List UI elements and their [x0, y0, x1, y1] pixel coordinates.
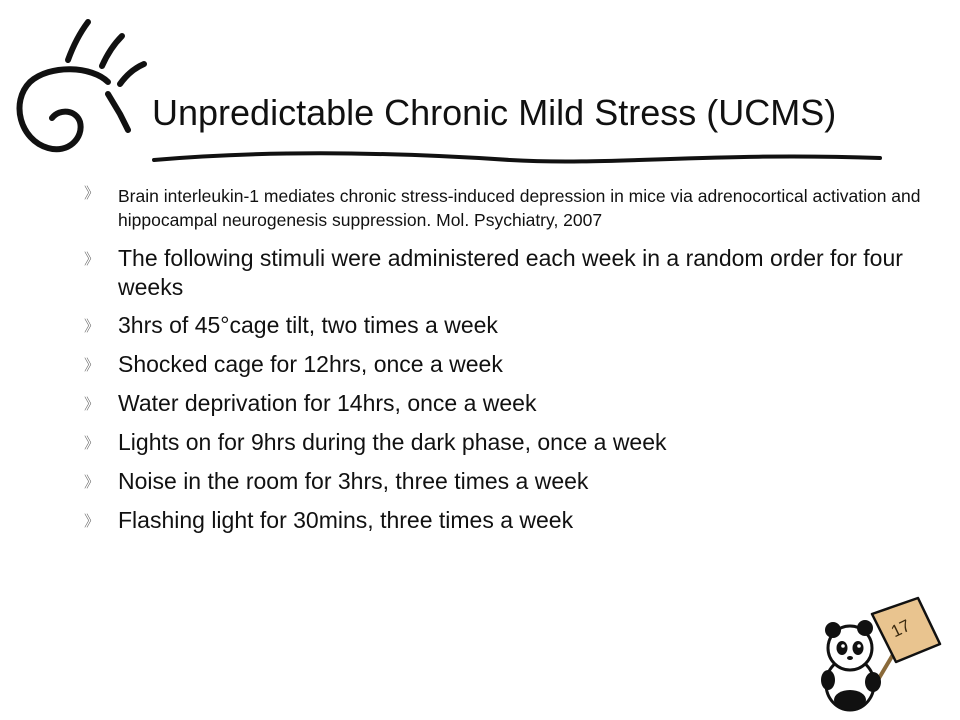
slide-title: Unpredictable Chronic Mild Stress (UCMS) [152, 92, 837, 133]
bullet-item [84, 389, 924, 419]
bullet-text: 3hrs of 45°cage tilt, two times a week [118, 312, 498, 338]
bullet-chevron-icon: 》 [84, 185, 100, 202]
bullet-chevron-icon: 》 [84, 357, 100, 374]
bullet-chevron-icon: 》 [84, 251, 100, 268]
bullet-text: Lights on for 9hrs during the dark phase, once a week [118, 429, 667, 455]
bullet-chevron-icon: 》 [84, 513, 100, 530]
hand-drawn-swirl-icon [0, 0, 160, 170]
bullet-item [84, 350, 924, 380]
page-number: 17 [888, 615, 914, 642]
bullet-text: Noise in the room for 3hrs, three times a week [118, 468, 589, 494]
panda-holding-sign-icon [818, 596, 950, 716]
title-underline [150, 146, 886, 170]
bullet-text: Water deprivation for 14hrs, once a week [118, 390, 537, 416]
bullet-item [84, 244, 924, 302]
bullet-chevron-icon: 》 [84, 318, 100, 335]
bullet-chevron-icon: 》 [84, 435, 100, 452]
bullet-text: Brain interleukin-1 mediates chronic stress-induced depression in mice via adrenocortical activation and hippocampal neurogenesis suppression. Mol. Psychiatry, 2007 [118, 186, 921, 230]
bullet-item [84, 428, 924, 458]
bullet-list [84, 184, 924, 545]
bullet-item [84, 506, 924, 536]
bullet-chevron-icon: 》 [84, 474, 100, 491]
bullet-chevron-icon: 》 [84, 396, 100, 413]
bullet-text: Flashing light for 30mins, three times a week [118, 507, 574, 533]
bullet-text: The following stimuli were administered each week in a random order for four weeks [118, 245, 903, 300]
bullet-item [84, 184, 924, 232]
bullet-item [84, 311, 924, 341]
bullet-item [84, 467, 924, 497]
bullet-text: Shocked cage for 12hrs, once a week [118, 351, 503, 377]
